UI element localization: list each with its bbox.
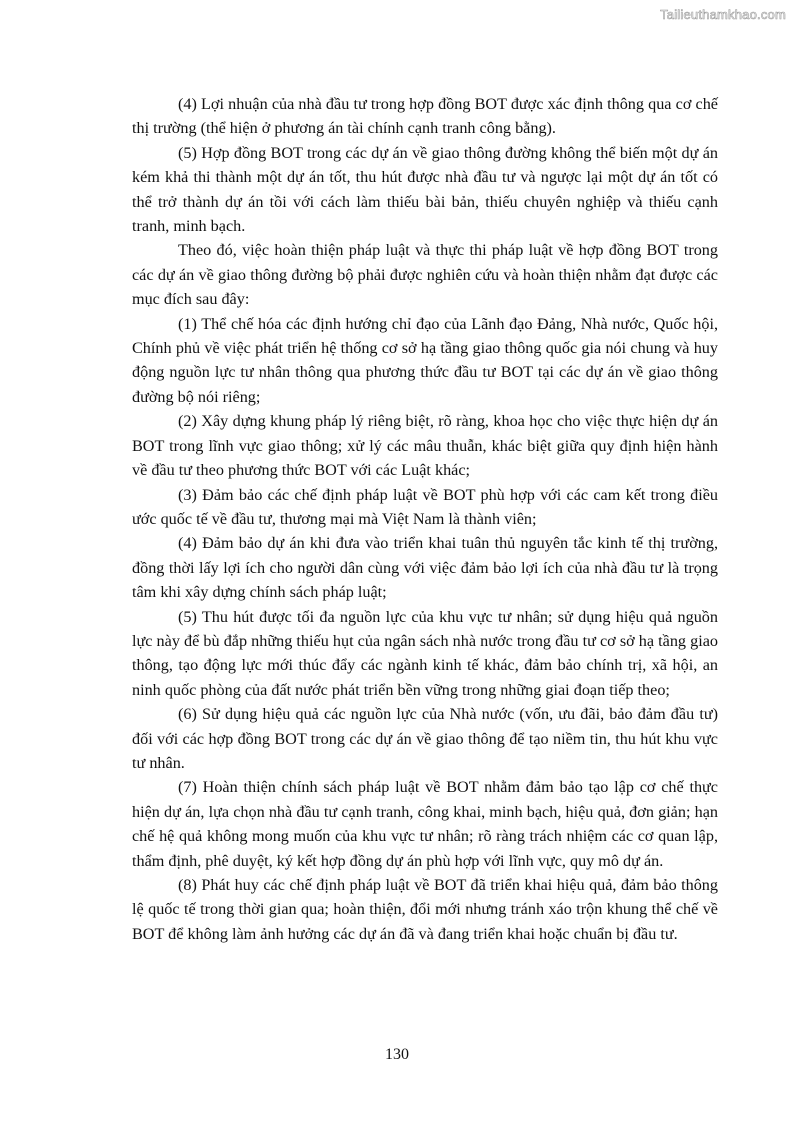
watermark: Tailieuthamkhao.com [660,7,786,22]
paragraph-objective-6: (6) Sử dụng hiệu quả các nguồn lực của Nhà nước (vốn, ưu đãi, bảo đảm đầu tư) đối với các hợp đồng BOT trong các dự án về giao thông để tạo niềm tin, thu hút khu vực tư nhân. [132,705,718,772]
paragraph-objectives-intro: Theo đó, việc hoàn thiện pháp luật và thực thi pháp luật về hợp đồng BOT trong các dự án về giao thông đường bộ phải được nghiên cứu và hoàn thiện nhằm đạt được các mục đích sau đây: [132,241,718,309]
paragraph-objective-4: (4) Đảm bảo dự án khi đưa vào triển khai tuân thủ nguyên tắc kinh tế thị trường, đồng thời lấy lợi ích cho người dân cùng với việc đảm bảo lợi ích của nhà đầu tư là trọng tâm khi xây dựng chính sách pháp luật; [132,534,718,602]
paragraph-objective-5: (5) Thu hút được tối đa nguồn lực của khu vực tư nhân; sử dụng hiệu quả nguồn lực này để bù đắp những thiếu hụt của ngân sách nhà nước trong đầu tư cơ sở hạ tầng giao thông, tạo động lực mới thúc đẩy các ngành kinh tế khác, đảm bảo chính trị, xã hội, an ninh quốc phòng của đất nước phát triển bền vững trong những giai đoạn tiếp theo; [132,607,718,699]
paragraph-bot-feasibility: (5) Hợp đồng BOT trong các dự án về giao thông đường không thể biến một dự án kém khả thi thành một dự án tốt, thu hút được nhà đầu tư và ngược lại một dự án tốt có thể trở thành dự án tồi với cách làm thiếu bài bản, thiếu chuyên nghiệp và thiếu cạnh tranh, minh bạch. [132,143,718,236]
paragraph-objective-1: (1) Thể chế hóa các định hướng chỉ đạo của Lãnh đạo Đảng, Nhà nước, Quốc hội, Chính phủ về việc phát triển hệ thống cơ sở hạ tầng giao thông quốc gia nói chung và huy động nguồn lực tư nhân thông qua phương thức đầu tư BOT tại các dự án về giao thông đường bộ nói riêng; [132,314,718,406]
paragraph-objective-7: (7) Hoàn thiện chính sách pháp luật về BOT nhằm đảm bảo tạo lập cơ chế thực hiện dự án, lựa chọn nhà đầu tư cạnh tranh, công khai, minh bạch, hiệu quả, đơn giản; hạn chế hệ quả không mong muốn của khu vực tư nhân; rõ ràng trách nhiệm các cơ quan lập, thẩm định, phê duyệt, ký kết hợp đồng dự án phù hợp với lĩnh vực, quy mô dự án. [132,778,718,870]
paragraph-objective-3: (3) Đảm bảo các chế định pháp luật về BOT phù hợp với các cam kết trong điều ước quốc tế về đầu tư, thương mại mà Việt Nam là thành viên; [132,485,718,528]
paragraph-objective-2: (2) Xây dựng khung pháp lý riêng biệt, rõ ràng, khoa học cho việc thực hiện dự án BOT trong lĩnh vực giao thông; xử lý các mâu thuẫn, khác biệt giữa quy định hiện hành về đầu tư theo phương thức BOT với các Luật khác; [132,412,718,480]
page-number: 130 [385,1046,409,1063]
document-body [132,92,718,946]
paragraph-profit-mechanism: (4) Lợi nhuận của nhà đầu tư trong hợp đồng BOT được xác định thông qua cơ chế thị trường (thể hiện ở phương án tài chính cạnh tranh công bằng). [132,95,718,138]
paragraph-objective-8: (8) Phát huy các chế định pháp luật về BOT đã triển khai hiệu quả, đảm bảo thông lệ quốc tế trong thời gian qua; hoàn thiện, đổi mới nhưng tránh xáo trộn khung thể chế về BOT để không làm ảnh hưởng các dự án đã và đang triển khai hoặc chuẩn bị đầu tư. [132,876,718,943]
